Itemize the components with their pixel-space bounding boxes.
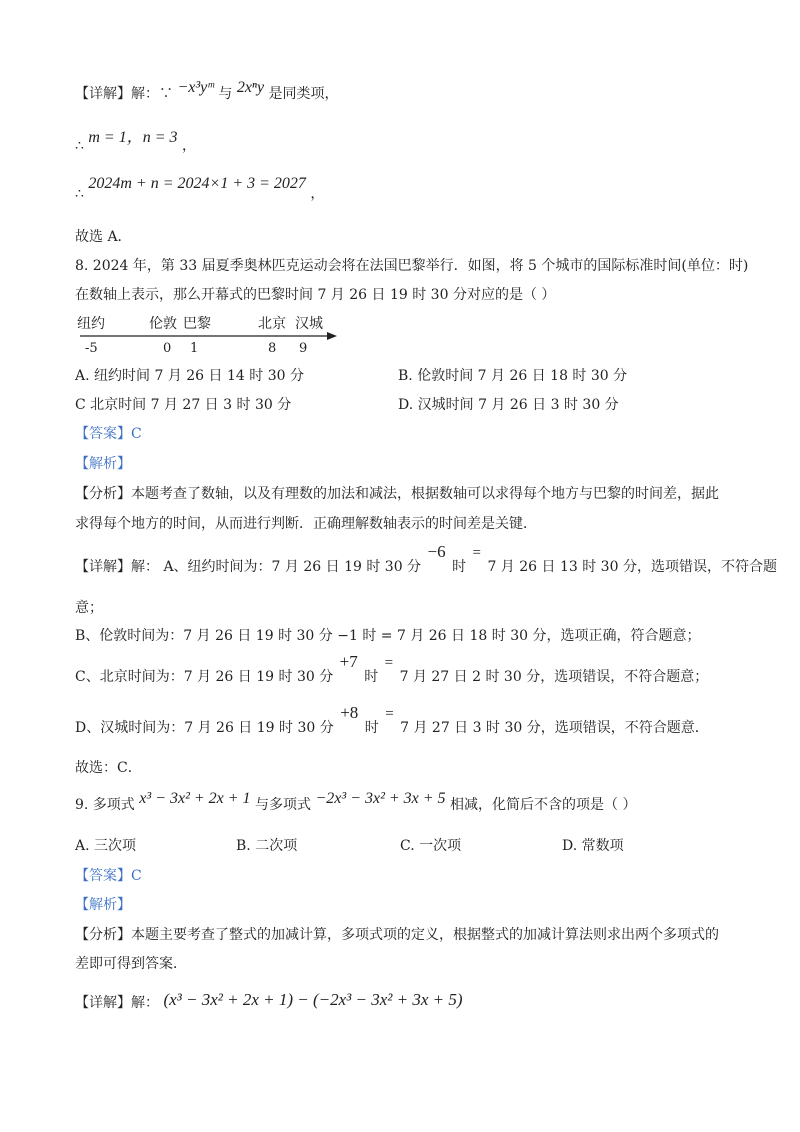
q8-detail-d-unit: 时	[364, 720, 379, 736]
q8-option-d: D. 汉城时间 7 月 26 日 3 时 30 分	[398, 397, 619, 413]
q7-term1: −x³yᵐ	[177, 79, 214, 96]
axis-tick-label: 0	[163, 341, 172, 356]
q7-line2-end: ，	[181, 138, 196, 154]
axis-city-beijing: 北京	[258, 316, 286, 332]
q8-detail-a	[75, 542, 777, 577]
q7-line2	[75, 128, 196, 154]
q8-detail-c-unit: 时	[364, 669, 379, 685]
q7-suffix: 是同类项，	[268, 86, 339, 102]
q8-detail-d-prefix: D、汉城时间为：7 月 26 日 19 时 30 分	[75, 720, 334, 736]
q8-detail-d-eq: =	[385, 706, 394, 722]
q8-stem-line2: 在数轴上表示，那么开幕式的巴黎时间 7 月 26 日 19 时 30 分对应的是（ ）	[75, 287, 556, 303]
axis-city-paris: 巴黎	[183, 316, 211, 332]
q9-stem	[75, 790, 637, 815]
q9-detail-expr: (x³ − 3x² + 2x + 1) − (−2x³ − 3x² + 3x + 5)	[163, 990, 463, 1009]
q8-detail-c-eq: =	[384, 655, 394, 671]
q8-detail-a-rest: 7 月 26 日 13 时 30 分，选项错误，不符合题	[487, 559, 777, 575]
q8-detail-d-rest: 7 月 27 日 3 时 30 分，选项错误，不符合题意．	[400, 720, 709, 736]
q8-detail-a-unit: 时	[452, 559, 467, 575]
q9-poly1: x³ − 3x² + 2x + 1	[139, 790, 251, 807]
axis-city-london: 伦敦	[149, 316, 177, 332]
q8-analysis-label: 【解析】	[75, 456, 131, 472]
q9-stem-mid: 与多项式	[255, 797, 312, 813]
q9-stem-suffix: 相减，化简后不含的项是（ ）	[450, 797, 637, 813]
q7-line3-end: ，	[310, 186, 325, 202]
q8-detail-a-eq: =	[472, 545, 481, 561]
q7-term2: 2xⁿy	[236, 79, 265, 96]
axis-tick-label: 8	[268, 341, 277, 356]
q8-detail-a-op: −6	[427, 542, 446, 561]
axis-city-newyork: 纽约	[77, 316, 105, 332]
axis-arrow-icon	[327, 332, 337, 340]
q8-option-b: B. 伦敦时间 7 月 26 日 18 时 30 分	[398, 368, 628, 384]
axis-city-seoul: 汉城	[295, 316, 323, 332]
q8-detail-a-prefix: 【详解】解： A、纽约时间为：7 月 26 日 19 时 30 分	[75, 559, 422, 575]
q8-detail-d-op: +8	[340, 703, 359, 722]
q7-detail-line	[75, 79, 339, 104]
number-line	[75, 312, 355, 356]
q8-detail-a-cont: 意；	[75, 600, 103, 616]
q7-line3	[75, 174, 325, 202]
q9-stem-prefix: 9. 多项式	[75, 797, 135, 813]
q8-conclusion: 故选：C．	[75, 760, 142, 776]
q9-option-b: B. 二次项	[236, 838, 298, 854]
axis-tick-label: 1	[190, 341, 199, 356]
q7-detail-prefix: 【详解】解：∵	[75, 86, 173, 102]
q8-stem-line1: 8. 2024 年，第 33 届夏季奥林匹克运动会将在法国巴黎举行．如图，将 5 个城市的国际标准时间(单位：时)	[75, 258, 749, 274]
q7-conclusion: 故选 A．	[75, 229, 132, 245]
q9-detail	[75, 990, 463, 1011]
q7-line3-eq: 2024m + n = 2024×1 + 3 = 2027	[88, 175, 306, 192]
q8-detail-c	[75, 652, 709, 687]
q9-analysis-line1: 【分析】本题主要考查了整式的加减计算，多项式项的定义，根据整式的加减计算法则求出两个多项式的	[75, 927, 719, 943]
q8-option-c: C 北京时间 7 月 27 日 3 时 30 分	[75, 397, 292, 413]
q8-analysis-line2: 求得每个地方的时间，从而进行判断．正确理解数轴表示的时间差是关键．	[75, 516, 537, 532]
q9-option-a: A. 三次项	[75, 838, 137, 854]
q8-detail-c-rest: 7 月 27 日 2 时 30 分，选项错误，不符合题意；	[399, 669, 709, 685]
q9-option-c: C. 一次项	[400, 838, 462, 854]
therefore-symbol: ∴	[75, 186, 84, 202]
q7-line2-eq: m = 1，n = 3	[88, 129, 178, 146]
q9-analysis-line2: 差即可得到答案．	[75, 956, 187, 972]
q8-analysis-line1: 【分析】本题考查了数轴，以及有理数的加法和减法，根据数轴可以求得每个地方与巴黎的时间差，据此	[75, 486, 719, 502]
q8-option-a: A. 纽约时间 7 月 26 日 14 时 30 分	[75, 368, 304, 384]
q9-detail-prefix: 【详解】解：	[75, 995, 159, 1011]
axis-tick-label: 9	[299, 341, 308, 356]
q8-detail-b: B、伦敦时间为：7 月 26 日 19 时 30 分 −1 时 = 7 月 26 日 18 时 30 分，选项正确，符合题意；	[75, 628, 701, 644]
q9-poly2: −2x³ − 3x² + 3x + 5	[315, 790, 446, 807]
q8-answer: 【答案】C	[75, 426, 142, 442]
therefore-symbol: ∴	[75, 138, 84, 154]
q9-answer: 【答案】C	[75, 868, 142, 884]
q8-detail-c-op: +7	[339, 652, 358, 671]
q7-mid: 与	[218, 86, 233, 102]
q8-detail-c-prefix: C、北京时间为：7 月 26 日 19 时 30 分	[75, 669, 334, 685]
q9-analysis-label: 【解析】	[75, 897, 131, 913]
axis-tick-label: -5	[85, 341, 98, 356]
q8-detail-d	[75, 703, 709, 738]
q9-option-d: D. 常数项	[562, 838, 624, 854]
